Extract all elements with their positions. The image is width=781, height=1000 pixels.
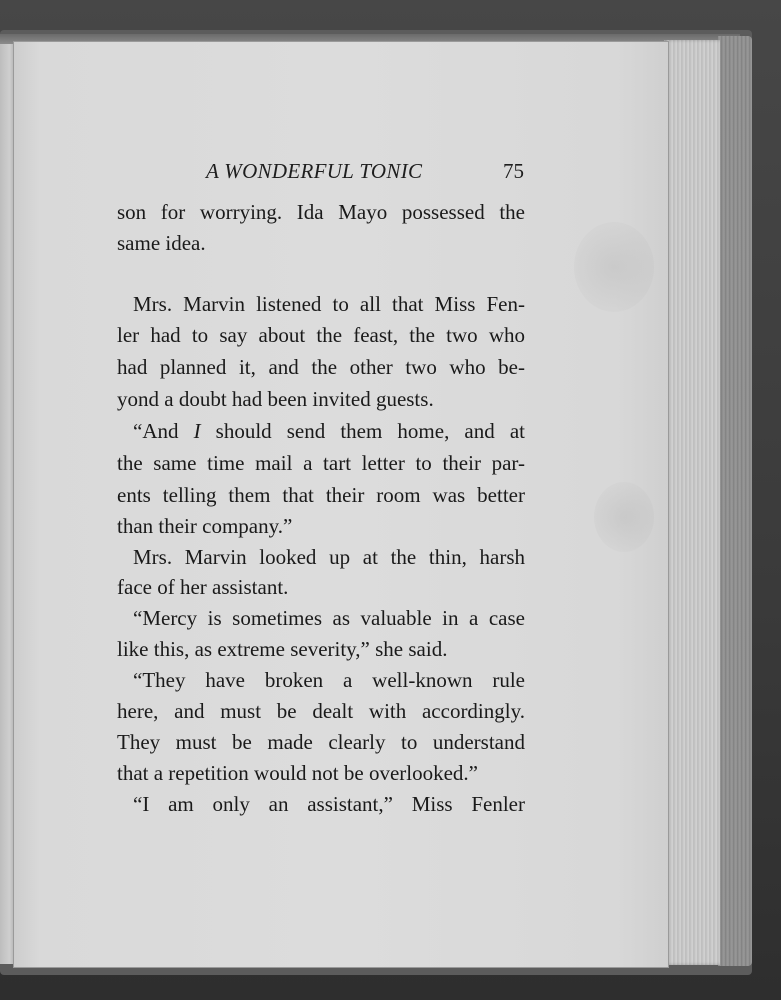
text-line: face of her assistant. [117, 575, 289, 599]
text-line: ents telling them that their room was better [117, 483, 525, 507]
text-line: son for worrying. Ida Mayo possessed the [117, 200, 525, 224]
text-line: here, and must be dealt with accordingly. [117, 699, 525, 723]
text-line: same idea. [117, 231, 206, 255]
paper-stain [574, 222, 654, 312]
text-line: ler had to say about the feast, the two who [117, 323, 525, 347]
text-line: “I am only an assistant,” Miss Fenler [133, 792, 525, 816]
text-line: the same time mail a tart letter to their par- [117, 451, 525, 475]
page-edges [664, 40, 720, 965]
cover-edge [718, 36, 752, 966]
text-line: Mrs. Marvin looked up at the thin, harsh [133, 545, 525, 569]
text-line: “Mercy is sometimes as valuable in a case [133, 606, 525, 630]
running-head: A WONDERFUL TONIC [206, 159, 423, 183]
text-line: had planned it, and the other two who be- [117, 355, 525, 379]
text-line: than their company.” [117, 514, 293, 538]
text-line: yond a doubt had been invited guests. [117, 387, 434, 411]
text-line: that a repetition would not be overlooked.” [117, 761, 478, 785]
paper-stain [594, 482, 654, 552]
page-number: 75 [503, 159, 524, 183]
text-line: “They have broken a well-known rule [133, 668, 525, 692]
text-line: like this, as extreme severity,” she said. [117, 637, 448, 661]
text-line: Mrs. Marvin listened to all that Miss Fen- [133, 292, 525, 316]
text-line: They must be made clearly to understand [117, 730, 525, 754]
text-line: “And I should send them home, and at [133, 419, 525, 443]
